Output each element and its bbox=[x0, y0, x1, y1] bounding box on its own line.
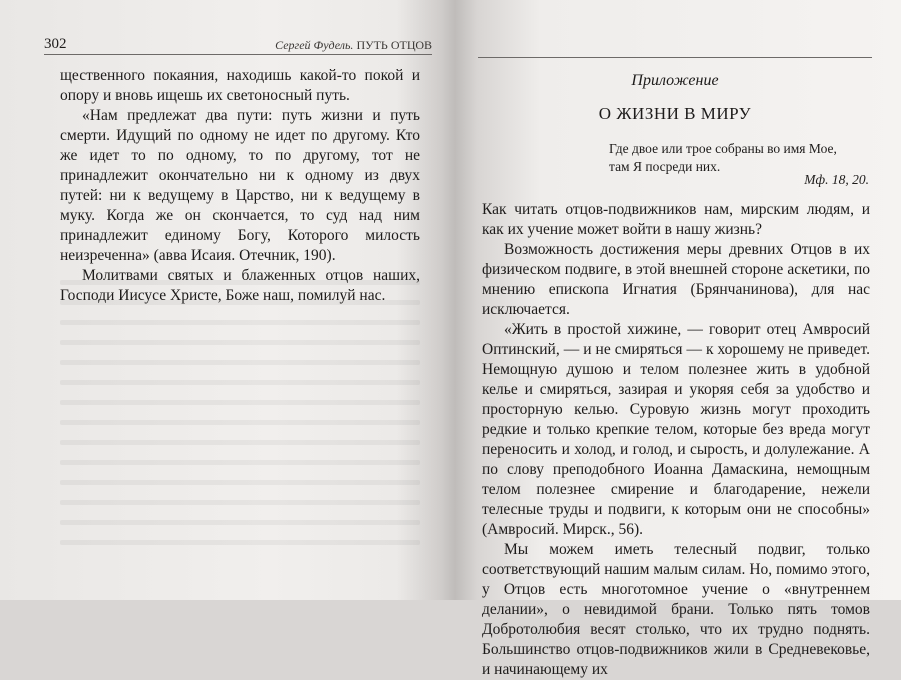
right-body-text bbox=[482, 200, 870, 680]
epigraph-source: Мф. 18, 20. bbox=[804, 172, 869, 187]
right-paragraph: Как читать отцов-подвижников нам, мирским людям, и как их учение может войти в нашу жизнь? bbox=[482, 201, 870, 238]
right-paragraph: Возможность достижения меры древних Отцов в их физическом подвиге, в этой внешней стороне аскетики, по мнению епископа Игнатия (Брянчанинова), для нас исключается. bbox=[482, 241, 870, 318]
right-paragraph: Мы можем иметь телесный подвиг, только соответствующий нашим малым силам. Но, помимо этого, у Отцов есть многотомное учение о «внутреннем делании», о невидимой брани. Только пять томов Добротолюбия весят столько, что их трудно поднять. Большинство отцов-подвижников жили в Средневековье, и начинающему их bbox=[482, 541, 870, 678]
epigraph-line: там Я посреди них. bbox=[609, 159, 721, 174]
left-page bbox=[0, 0, 450, 600]
chapter-title: О ЖИЗНИ В МИРУ bbox=[598, 104, 752, 123]
left-paragraph: Молитвами святых и блаженных отцов наших, Господи Иисусе Христе, Боже наш, помилуй нас. bbox=[60, 267, 420, 304]
left-paragraph: «Нам предлежат два пути: путь жизни и путь смерти. Идущий по одному не идет по другому. Кто же идет то по одному, то по другому, тот не принадлежит окончательно ни к одному из двух путей: ни к ведущему в Царство, ни к ведущему в муку. Когда же он скончается, то суд над ним принадлежит единому Богу, Которого милость неизреченна» (авва Исаия. Отечник, 190). bbox=[60, 107, 420, 264]
epigraph-line: Где двое или трое собраны во имя Мое, bbox=[609, 141, 837, 156]
page-number: 302 bbox=[44, 36, 67, 52]
left-body-text bbox=[60, 66, 420, 306]
left-paragraph: щественного покаяния, находишь какой-то покой и опору и вновь ищешь их светоносный путь. bbox=[60, 67, 420, 104]
running-head-title bbox=[275, 38, 432, 53]
appendix-label: Приложение bbox=[631, 72, 719, 89]
right-page bbox=[452, 0, 901, 678]
running-head-book-title: ПУТЬ ОТЦОВ bbox=[356, 38, 432, 52]
running-head-author: Сергей Фудель. bbox=[275, 38, 354, 52]
running-head bbox=[44, 36, 432, 55]
show-through-text bbox=[60, 280, 420, 560]
header-rule bbox=[478, 57, 872, 58]
epigraph bbox=[609, 140, 869, 176]
right-paragraph: «Жить в простой хижине, — говорит отец Амвросий Оптинский, — и не смиряться — к хорошему не приведет. Немощную душою и телом полезнее жить в удобной келье и смиряться, зазирая и укоряя себя за удобство и просторную келью. Суровую жизнь могут проходить редкие и только крепкие телом, которые без вреда могут переносить и холод, и голод, и сырость, и долулежание. А по слову преподобного Иоанна Дамаскина, немощным телом полезнее смирение и благодарение, нежели телесные труды и подвиги, к которым они не способны» (Амвросий. Мирск., 56). bbox=[482, 321, 870, 538]
